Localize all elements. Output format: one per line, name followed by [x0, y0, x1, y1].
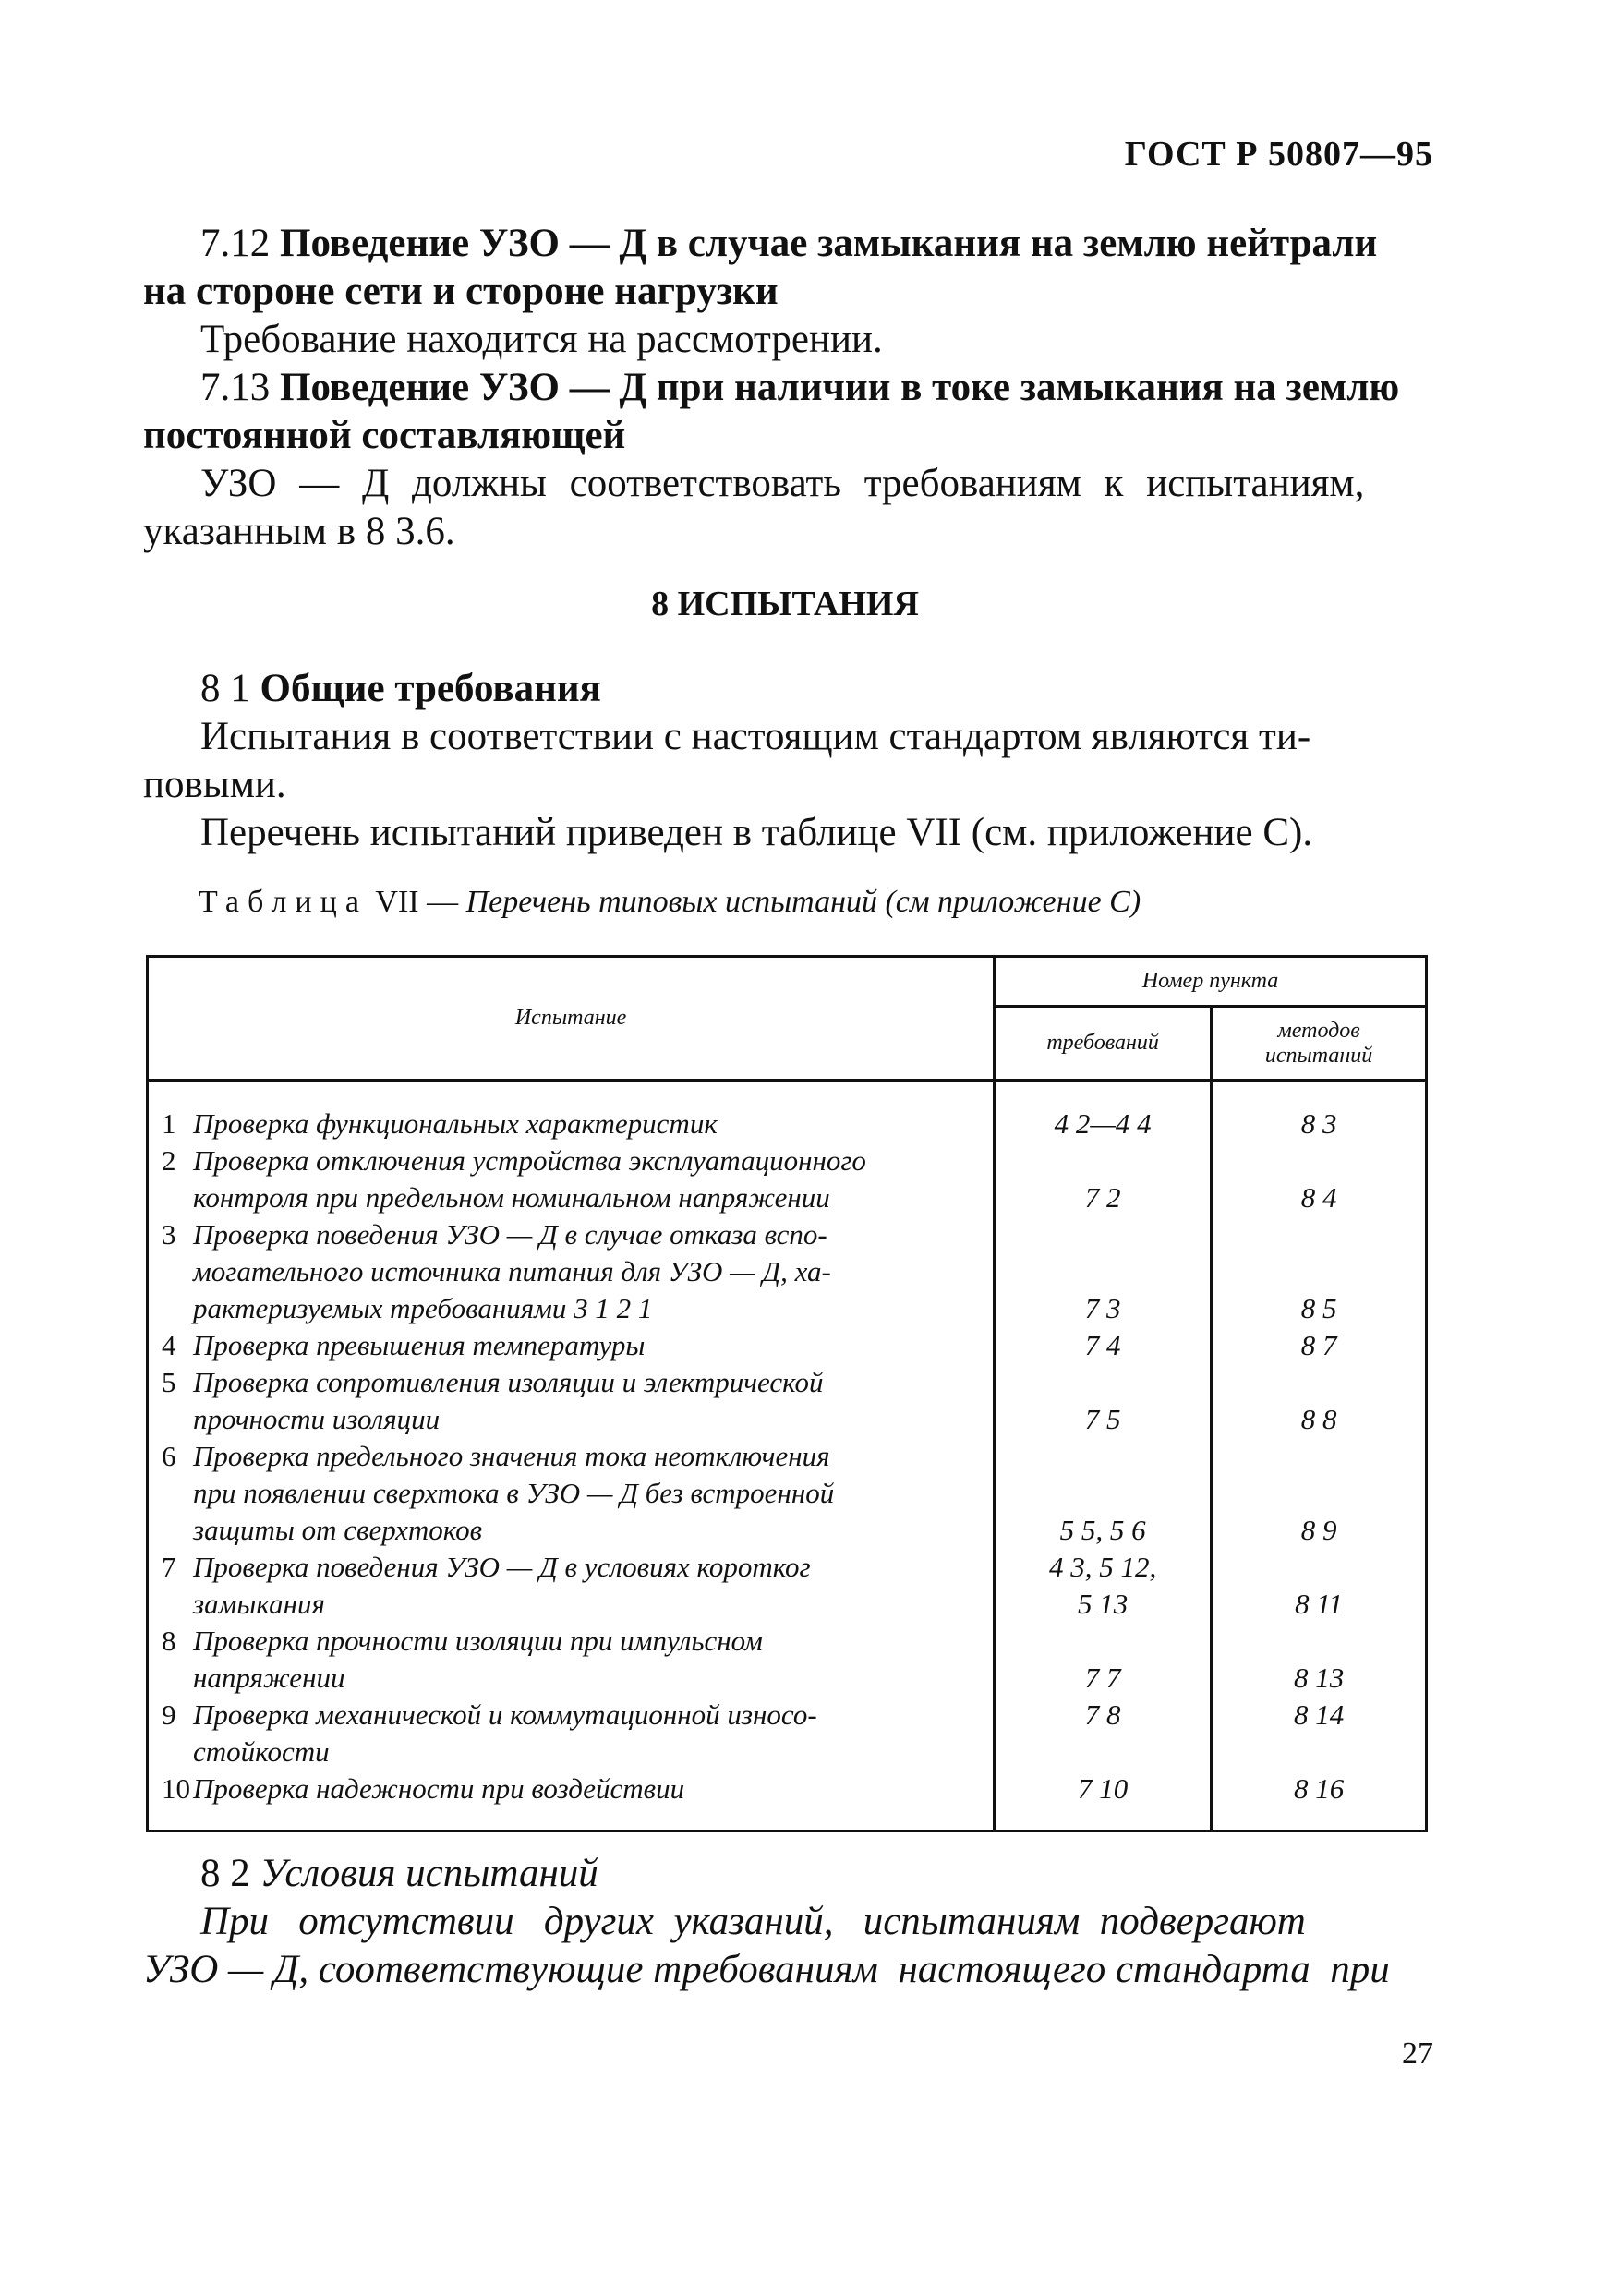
tests-table — [146, 955, 1428, 1832]
section-8-heading: 8 ИСПЫТАНИЯ — [651, 585, 919, 623]
table-row-4-method: 8 7 — [1300, 1329, 1337, 1361]
section-8-1-title — [143, 665, 1427, 713]
section-7-12-title-line1: Поведение УЗО — Д в случае замыкания на землю нейтрали — [280, 222, 1378, 265]
table-row-7-requirement: 4 3, 5 12, — [1049, 1551, 1157, 1583]
table-row-1-method: 8 3 — [1300, 1107, 1337, 1140]
table-row-6-test-line — [162, 1438, 993, 1475]
table-row-test-text: контроля при предельном номинальном напряжении — [193, 1181, 830, 1214]
table-row-number: 2 — [162, 1144, 176, 1177]
table-row-number: 6 — [162, 1440, 176, 1472]
section-8-2-text-line2: УЗО — Д, соответствующие требованиям настоящего стандарта при — [143, 1948, 1390, 1991]
table-row-test-text: стойкости — [193, 1735, 330, 1768]
table-row-number: 8 — [162, 1625, 176, 1657]
table-row-6-method — [1213, 1438, 1425, 1475]
section-7-12-title-line2: на стороне сети и стороне нагрузки — [143, 270, 779, 313]
table-row-7-test-line — [162, 1549, 993, 1586]
section-7-13-title — [143, 364, 1427, 412]
section-7-12-text: Требование находится на рассмотрении. — [200, 318, 883, 361]
table-row-8-requirement — [996, 1623, 1210, 1660]
table-row-9-requirement — [996, 1734, 1210, 1770]
table-row-test-text: при появлении сверхтока в УЗО — Д без встроенной — [193, 1477, 835, 1509]
table-caption-title: Перечень типовых испытаний (см приложение С) — [465, 885, 1141, 919]
section-7-13 — [143, 364, 1427, 556]
table-row-test-text: Проверка поведения УЗО — Д в случае отказа вспо- — [193, 1218, 827, 1251]
table-row-test-text: Проверка предельного значения тока неотключения — [193, 1440, 830, 1472]
table-row-5-requirement: 7 5 — [1084, 1403, 1121, 1435]
table-row-test-text: Проверка надежности при воздействии — [193, 1772, 685, 1805]
section-7-12-number: 7.12 — [200, 222, 271, 265]
table-row-test-text: прочности изоляции — [193, 1403, 441, 1435]
table-row-number: 5 — [162, 1366, 176, 1398]
table-row-4-requirement: 7 4 — [1084, 1329, 1121, 1361]
table-header-methods — [1212, 1007, 1427, 1081]
section-7-13-title-line1: Поведение УЗО — Д при наличии в токе замыкания на землю — [280, 366, 1400, 409]
section-8-1-title-text: Общие требования — [260, 667, 601, 710]
table-row-1-requirement: 4 2—4 4 — [1054, 1107, 1152, 1140]
table-row-5-method: 8 8 — [1300, 1403, 1337, 1435]
table-row-9-test-line — [162, 1697, 993, 1734]
section-8-2 — [143, 1850, 1427, 1994]
section-8-1-text-line1: Испытания в соответствии с настоящим стандартом являются ти- — [200, 715, 1311, 758]
table-row-2-method: 8 4 — [1300, 1181, 1337, 1214]
table-row-test-text: могательного источника питания для УЗО — Д, ха- — [193, 1255, 831, 1287]
section-8-2-number: 8 2 — [200, 1852, 250, 1895]
section-8-2-title-text: Условия испытаний — [260, 1852, 598, 1895]
table-row-test-text: рактеризуемых требованиями 3 1 2 1 — [193, 1292, 653, 1324]
table-row-3-requirement: 7 3 — [1084, 1292, 1121, 1324]
table-row-8-method: 8 13 — [1293, 1662, 1345, 1694]
section-8-1-text-line3: Перечень испытаний приведен в таблице VII (см. приложение С). — [200, 811, 1313, 854]
table-header-test: Испытание — [148, 957, 995, 1081]
table-row-3-test-line — [162, 1290, 993, 1327]
table-row-3-method — [1213, 1216, 1425, 1253]
table-row-9-method: 8 14 — [1293, 1698, 1345, 1731]
table-row-9-requirement: 7 8 — [1084, 1698, 1121, 1731]
document-header: ГОСТ Р 50807—95 — [1124, 135, 1433, 174]
table-row-9-test-line — [162, 1734, 993, 1770]
table-row-6-requirement — [996, 1475, 1210, 1512]
table-row-number: 10 — [162, 1772, 190, 1805]
table-row-number: 7 — [162, 1551, 176, 1583]
table-caption — [199, 885, 1141, 920]
table-row-3-requirement — [996, 1253, 1210, 1290]
table-row-10-test-line — [162, 1770, 993, 1807]
table-row-9-method — [1213, 1734, 1425, 1770]
table-column-tests — [148, 1081, 995, 1831]
table-row-test-text: защиты от сверхтоков — [193, 1514, 483, 1546]
table-row-3-method: 8 5 — [1300, 1292, 1337, 1324]
table-header-methods-line2: испытаний — [1264, 1043, 1373, 1068]
section-7-12-title — [143, 220, 1427, 268]
section-7-12 — [143, 220, 1427, 364]
table-row-8-method — [1213, 1623, 1425, 1660]
table-row-6-test-line — [162, 1475, 993, 1512]
table-row-6-test-line — [162, 1512, 993, 1549]
table-row-3-test-line — [162, 1253, 993, 1290]
table-header-requirements: требований — [995, 1007, 1212, 1081]
table-row-5-test-line — [162, 1401, 993, 1438]
table-row-test-text: Проверка превышения температуры — [193, 1329, 646, 1361]
table-row-3-requirement — [996, 1216, 1210, 1253]
section-7-13-number: 7.13 — [200, 366, 271, 409]
table-column-methods — [1212, 1081, 1427, 1831]
table-row-7-method — [1213, 1549, 1425, 1586]
section-7-13-text-line1: УЗО — Д должны соответствовать требованиям к испытаниям, — [200, 462, 1365, 505]
table-row-2-requirement: 7 2 — [1084, 1181, 1121, 1214]
section-8-1-number: 8 1 — [200, 667, 250, 710]
table-row-test-text: Проверка сопротивления изоляции и электрической — [193, 1366, 824, 1398]
table-caption-number: VII — — [375, 885, 459, 919]
section-8-1 — [143, 665, 1427, 857]
table-row-2-requirement — [996, 1142, 1210, 1179]
table-row-6-requirement: 5 5, 5 6 — [1059, 1514, 1146, 1546]
table-row-6-requirement — [996, 1438, 1210, 1475]
table-row-6-method: 8 9 — [1300, 1514, 1337, 1546]
table-row-2-test-line — [162, 1142, 993, 1179]
table-row-2-test-line — [162, 1179, 993, 1216]
table-row-8-test-line — [162, 1623, 993, 1660]
table-row-test-text: замыкания — [193, 1588, 325, 1620]
table-row-7-test-line — [162, 1586, 993, 1623]
table-row-number: 4 — [162, 1329, 176, 1361]
table-row-10-requirement: 7 10 — [1078, 1772, 1129, 1805]
section-8-2-title — [143, 1850, 1427, 1898]
table-row-test-text: Проверка поведения УЗО — Д в условиях коротког — [193, 1551, 811, 1583]
table-row-5-requirement — [996, 1364, 1210, 1401]
table-row-5-test-line — [162, 1364, 993, 1401]
table-row-number: 3 — [162, 1218, 176, 1251]
table-row-test-text: напряжении — [193, 1662, 345, 1694]
table-row-4-test-line — [162, 1327, 993, 1364]
section-8-1-text-line2: повыми. — [143, 763, 286, 806]
table-row-test-text: Проверка механической и коммутационной износо- — [193, 1698, 817, 1731]
table-row-test-text: Проверка отключения устройства эксплуатационного — [193, 1144, 866, 1177]
table-caption-label: Таблица — [199, 885, 368, 919]
table-row-number: 9 — [162, 1698, 176, 1731]
table-row-1-test-line — [162, 1106, 993, 1142]
table-row-8-requirement: 7 7 — [1084, 1662, 1121, 1694]
table-header-group: Номер пункта — [995, 957, 1427, 1007]
table-row-7-method: 8 11 — [1295, 1588, 1344, 1620]
page-number: 27 — [1402, 2036, 1433, 2071]
table-row-3-method — [1213, 1253, 1425, 1290]
table-row-8-test-line — [162, 1660, 993, 1697]
section-7-13-text-line2: указанным в 8 3.6. — [143, 510, 455, 553]
table-row-6-method — [1213, 1475, 1425, 1512]
table-row-5-method — [1213, 1364, 1425, 1401]
section-8-2-text-line1: При отсутствии других указаний, испытаниям подвергают — [200, 1900, 1306, 1943]
table-row-7-requirement: 5 13 — [1078, 1588, 1129, 1620]
table-row-test-text: Проверка прочности изоляции при импульсном — [193, 1625, 763, 1657]
table-row-test-text: Проверка функциональных характеристик — [193, 1107, 718, 1140]
table-column-requirements — [995, 1081, 1212, 1831]
table-header-methods-line1: методов — [1277, 1018, 1360, 1043]
table-row-3-test-line — [162, 1216, 993, 1253]
table-row-2-method — [1213, 1142, 1425, 1179]
table-row-number: 1 — [162, 1107, 176, 1140]
section-7-13-title-line2: постоянной составляющей — [143, 414, 626, 457]
table-row-10-method: 8 16 — [1293, 1772, 1345, 1805]
